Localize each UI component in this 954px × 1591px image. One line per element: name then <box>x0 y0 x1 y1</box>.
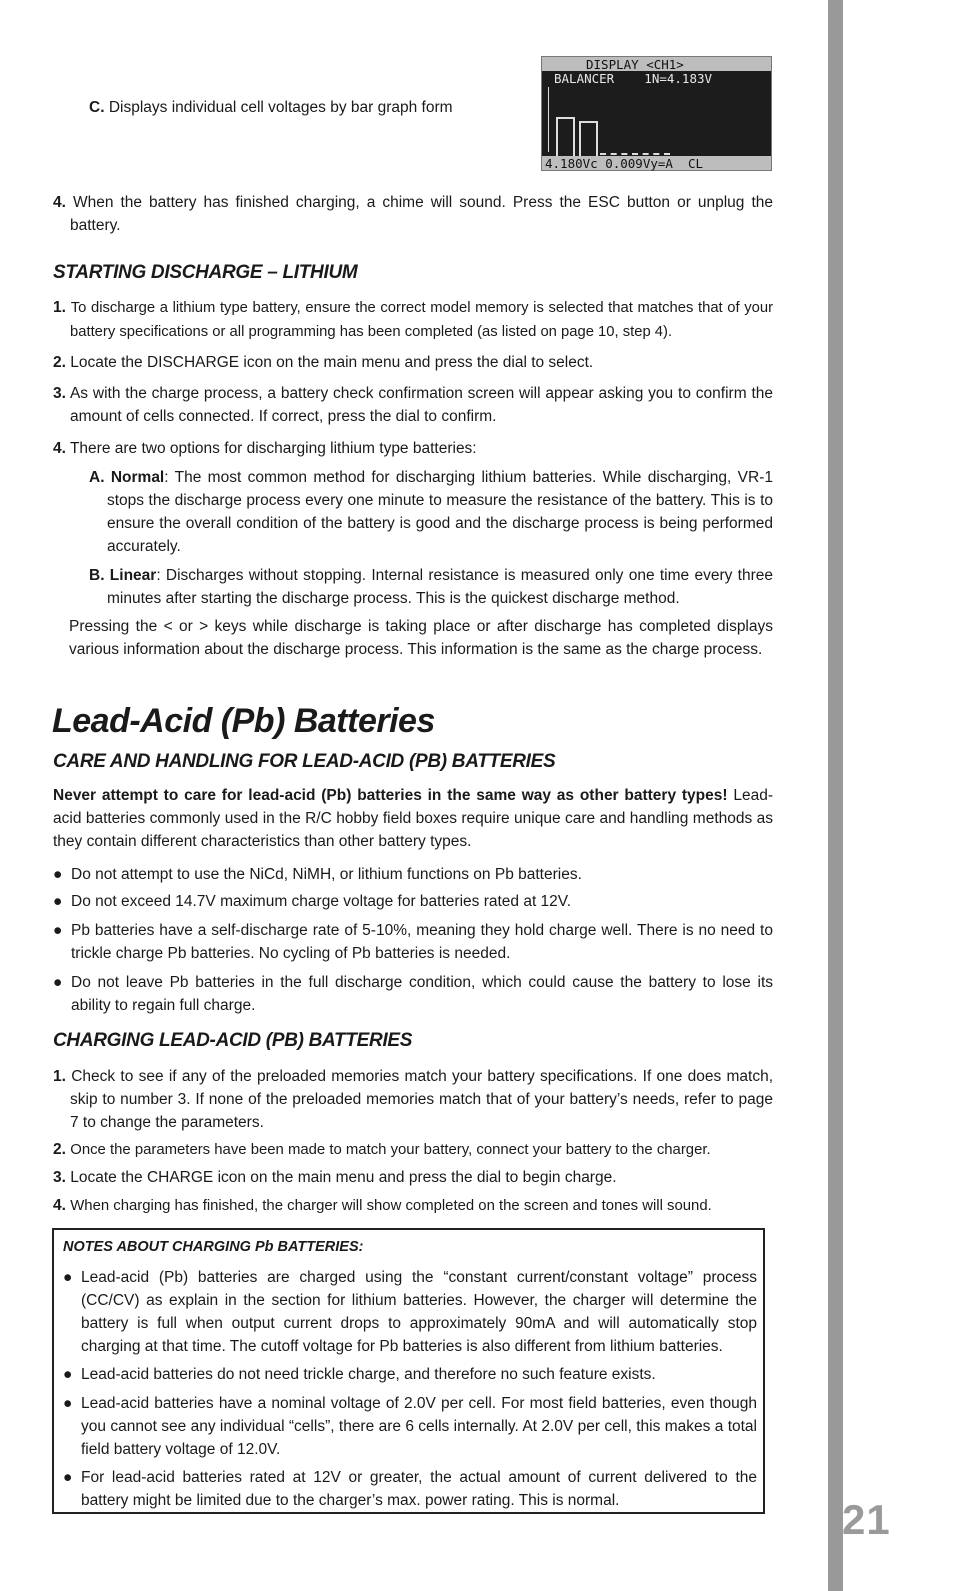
option-label: B. Linear <box>89 567 157 584</box>
lcd-cell-bar-1 <box>556 117 575 156</box>
notes-bullet <box>63 1363 757 1386</box>
step-text: When the battery has finished charging, a chime will sound. Press the ESC button or unplug the battery. <box>70 194 773 234</box>
bullet-text: Do not leave Pb batteries in the full discharge condition, which could cause the battery to lose its ability to regain full charge. <box>71 974 773 1014</box>
step-text: When charging has finished, the charger will show completed on the screen and tones will sound. <box>70 1198 712 1214</box>
care-warning-text: Lead-acid batteries commonly used in the R/C hobby field boxes require unique care and handling methods as they contain different characteristics than other battery types. <box>53 787 773 850</box>
charging-step-2 <box>53 1138 773 1162</box>
discharge-note: Pressing the < or > keys while discharge is taking place or after discharge has completed displays various information about the discharge process. This information is the same as the charge process. <box>69 618 773 658</box>
bullet-text: Do not exceed 14.7V maximum charge voltage for batteries rated at 12V. <box>71 893 572 910</box>
bullet-icon: ● <box>53 866 63 883</box>
item-c <box>89 96 509 119</box>
charging-step-1 <box>53 1065 773 1134</box>
item-c-label: C. <box>89 99 105 116</box>
option-label: A. Normal <box>89 469 165 486</box>
step-number: 1. <box>53 299 66 316</box>
bullet-icon: ● <box>53 974 63 991</box>
lcd-empty-cells <box>600 153 670 155</box>
item-c-text: Displays individual cell voltages by bar graph form <box>108 99 453 116</box>
step-number: 2. <box>53 1141 66 1158</box>
care-bullet <box>53 890 773 913</box>
step-number: 3. <box>53 385 66 402</box>
care-bullet <box>53 919 773 965</box>
lcd-status-line: 4.180Vc 0.009Vy=A CL <box>545 156 704 171</box>
bullet-icon: ● <box>63 1366 73 1383</box>
bullet-text: Lead-acid batteries have a nominal voltage of 2.0V per cell. For most field batteries, even though you cannot see any individual “cells”, there are 6 cells internally. At 2.0V per cell, this makes a total field battery voltage of 12.0V. <box>81 1395 757 1458</box>
option-text: : Discharges without stopping. Internal resistance is measured only one time every three minutes after starting the discharge process. This is the quickest discharge method. <box>107 567 773 607</box>
care-warning <box>53 784 773 853</box>
bullet-icon: ● <box>63 1469 73 1486</box>
charging-step-4 <box>53 1194 773 1218</box>
step-text: To discharge a lithium type battery, ensure the correct model memory is selected that matches that of your battery specifications or all programming has been completed (as listed on page 10, step 4). <box>70 300 774 340</box>
step-text: Check to see if any of the preloaded memories match your battery specifications. If one does match, skip to number 3. If none of the preloaded memories match that of your battery’s needs, refer to page 7 to change the parameters. <box>70 1068 774 1131</box>
bullet-icon: ● <box>63 1269 73 1286</box>
step-number: 2. <box>53 354 66 371</box>
lcd-title: DISPLAY <CH1> <box>586 57 684 72</box>
care-heading: CARE AND HANDLING FOR LEAD-ACID (PB) BATTERIES <box>53 751 556 772</box>
discharge-heading: STARTING DISCHARGE – LITHIUM <box>53 262 358 283</box>
bullet-text: Pb batteries have a self-discharge rate of 5-10%, meaning they hold charge well. There is no need to trickle charge Pb batteries. No cycling of Pb batteries is needed. <box>71 922 773 962</box>
discharge-step-3 <box>53 382 773 428</box>
step-number: 4. <box>53 1197 66 1214</box>
discharge-step-1 <box>53 296 773 344</box>
step-text: Locate the CHARGE icon on the main menu and press the dial to begin charge. <box>70 1169 617 1186</box>
step-number: 3. <box>53 1169 66 1186</box>
charging-heading: CHARGING LEAD-ACID (PB) BATTERIES <box>53 1030 413 1051</box>
option-normal <box>89 466 773 558</box>
bullet-text: Lead-acid batteries do not need trickle charge, and therefore no such feature exists. <box>81 1366 656 1383</box>
bullet-text: Do not attempt to use the NiCd, NiMH, or lithium functions on Pb batteries. <box>71 866 582 883</box>
step-text: There are two options for discharging lithium type batteries: <box>69 440 477 457</box>
bullet-text: Lead-acid (Pb) batteries are charged using the “constant current/constant voltage” process (CC/CV) as explain in the section for lithium batteries. However, the charger will determine the battery is full when output current drops to approximately 90mA and will automatically stop charging at that time. The cutoff voltage for Pb batteries is also different from lithium batteries. <box>81 1269 757 1355</box>
step-text: Locate the DISCHARGE icon on the main menu and press the dial to select. <box>70 354 594 371</box>
option-text: : The most common method for discharging lithium batteries. While discharging, VR-1 stops the discharge process every one minute to measure the resistance of the battery. This is to ensure the overall condition of the battery is good and the discharge process is being performed accurately. <box>107 469 773 555</box>
notes-bullet <box>63 1266 757 1358</box>
care-bullet <box>53 971 773 1017</box>
finish-step-4 <box>53 191 773 237</box>
step-number: 4. <box>53 194 66 211</box>
step-number: 1. <box>53 1068 66 1085</box>
page-sidebar-bar <box>828 0 843 1591</box>
step-text: As with the charge process, a battery check confirmation screen will appear asking you to confirm the amount of cells connected. If correct, press the dial to confirm. <box>69 385 774 425</box>
notes-bullet <box>63 1466 757 1512</box>
bullet-icon: ● <box>53 893 63 910</box>
care-warning-bold: Never attempt to care for lead-acid (Pb) batteries in the same way as other battery types! <box>53 787 728 804</box>
charging-step-3 <box>53 1166 773 1189</box>
bullet-icon: ● <box>63 1395 73 1412</box>
option-linear <box>89 564 773 610</box>
section-title: Lead-Acid (Pb) Batteries <box>52 702 435 740</box>
notes-bullet <box>63 1392 757 1461</box>
notes-heading: NOTES ABOUT CHARGING Pb BATTERIES: <box>63 1239 364 1255</box>
bullet-text: For lead-acid batteries rated at 12V or greater, the actual amount of current delivered to the battery might be limited due to the charger’s max. power rating. This is normal. <box>81 1469 757 1509</box>
care-bullet <box>53 863 773 886</box>
step-number: 4. <box>53 440 66 457</box>
notes-box <box>52 1228 765 1514</box>
lcd-axis <box>548 87 549 152</box>
bullet-icon: ● <box>53 922 63 939</box>
lcd-balancer-line: BALANCER 1N=4.183V <box>554 71 713 86</box>
step-text: Once the parameters have been made to match your battery, connect your battery to the charger. <box>70 1142 711 1158</box>
discharge-step-2 <box>53 351 773 374</box>
discharge-step-4 <box>53 437 773 460</box>
lcd-cell-bar-2 <box>579 121 598 156</box>
lcd-display-image <box>541 56 772 171</box>
page-number: 21 <box>842 1496 891 1543</box>
